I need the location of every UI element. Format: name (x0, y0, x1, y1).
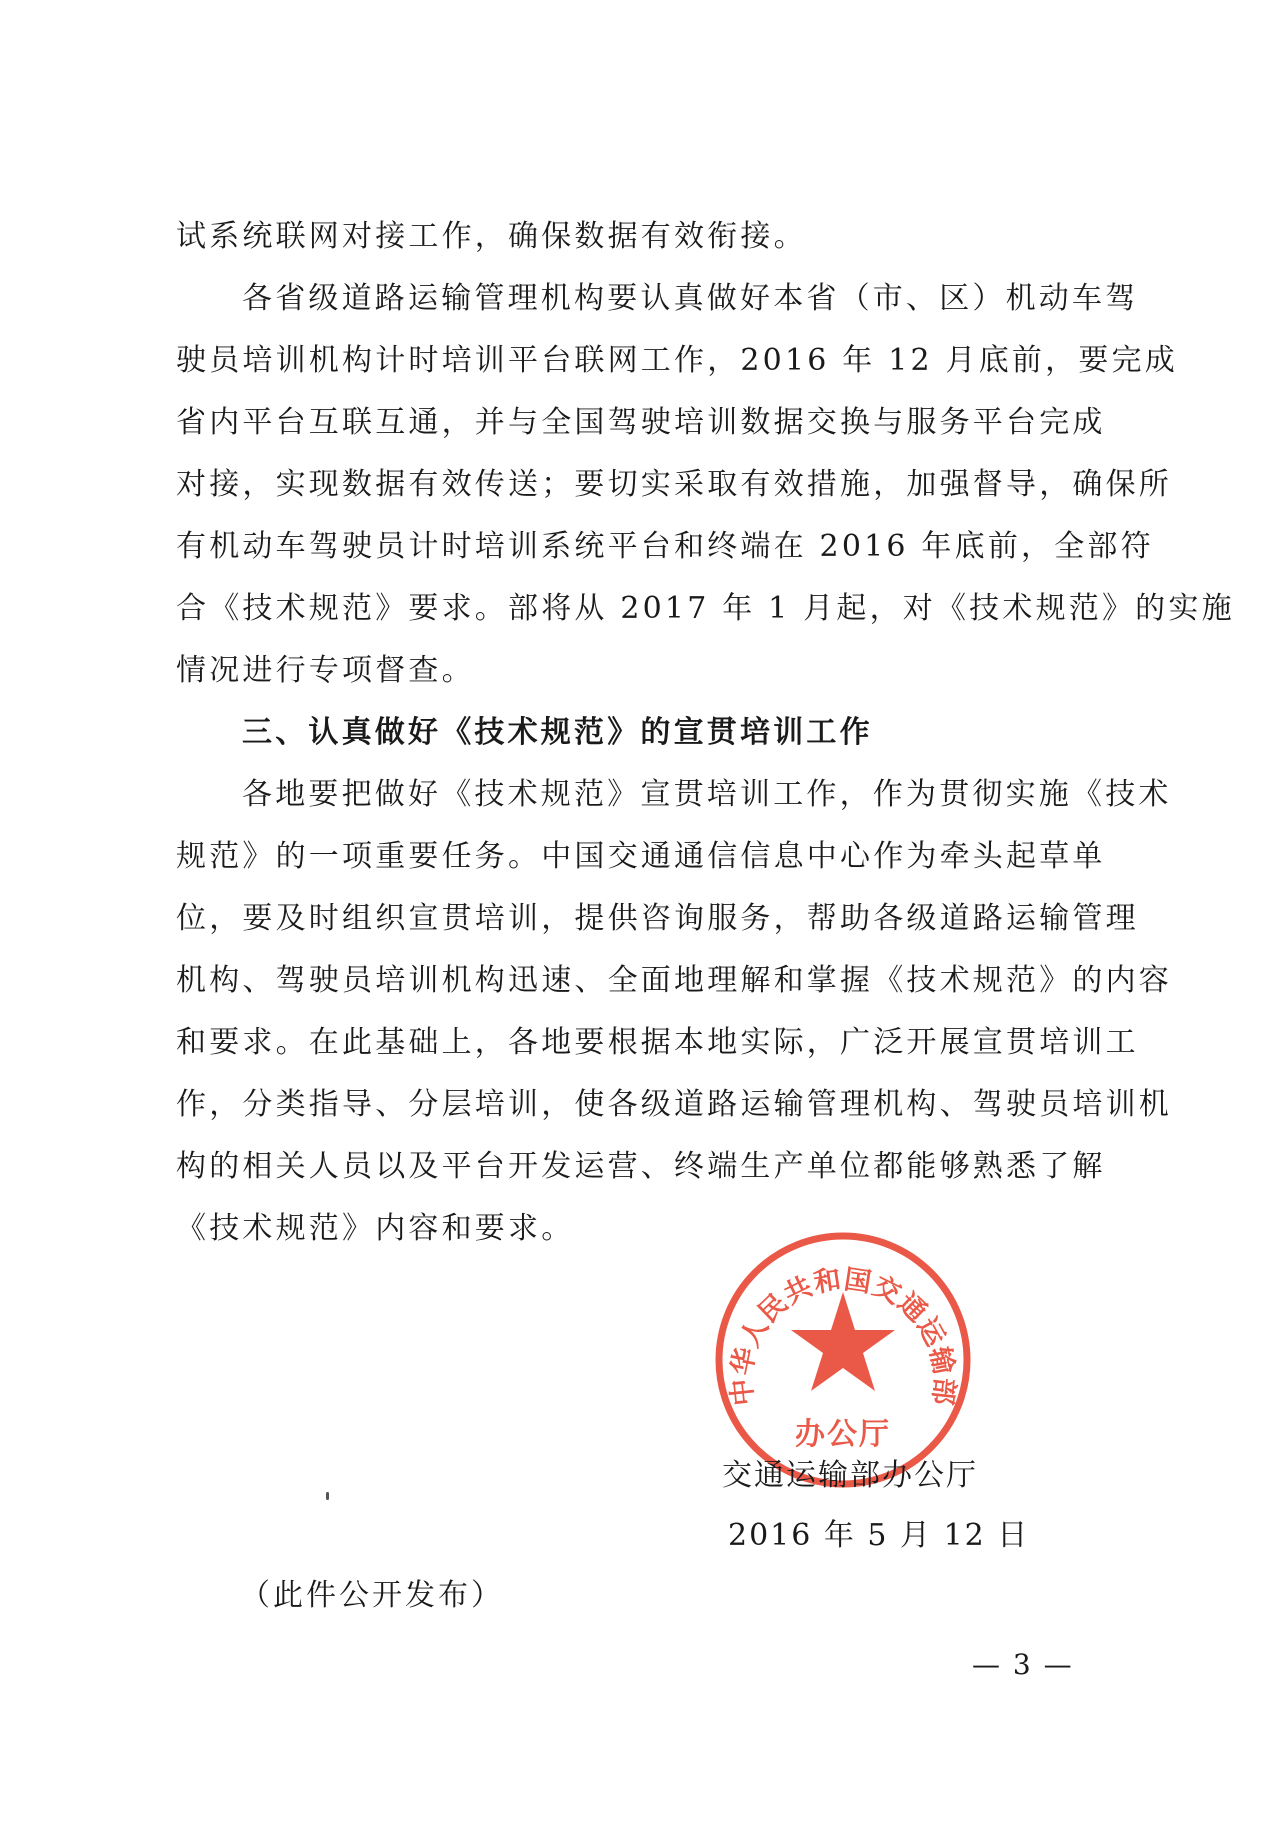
issuer-name: 交通运输部办公厅 (722, 1458, 978, 1493)
body-line: 构的相关人员以及平台开发运营、终端生产单位都能够熟悉了解 (176, 1149, 1106, 1184)
body-line: 试系统联网对接工作，确保数据有效衔接。 (176, 219, 807, 254)
publication-note: （此件公开发布） (240, 1578, 504, 1613)
body-line: 位，要及时组织宣贯培训，提供咨询服务，帮助各级道路运输管理 (176, 901, 1139, 936)
body-line: 合《技术规范》要求。部将从 2017 年 1 月起，对《技术规范》的实施 (176, 591, 1235, 626)
page-number: — 3 — (972, 1648, 1074, 1681)
scan-mark (326, 1492, 329, 1500)
body-line: 情况进行专项督查。 (176, 653, 475, 688)
body-line: 作，分类指导、分层培训，使各级道路运输管理机构、驾驶员培训机 (176, 1087, 1172, 1122)
body-line: 机构、驾驶员培训机构迅速、全面地理解和掌握《技术规范》的内容 (176, 963, 1172, 998)
body-line: 省内平台互联互通，并与全国驾驶培训数据交换与服务平台完成 (176, 405, 1106, 440)
body-line: 规范》的一项重要任务。中国交通通信信息中心作为牵头起草单 (176, 839, 1106, 874)
seal-outer-text: 中华人民共和国交通运输部 (726, 1264, 960, 1408)
body-line: 《技术规范》内容和要求。 (176, 1211, 575, 1246)
body-line: 有机动车驾驶员计时培训系统平台和终端在 2016 年底前，全部符 (176, 529, 1154, 564)
body-line: 驶员培训机构计时培训平台联网工作，2016 年 12 月底前，要完成 (176, 343, 1178, 378)
body-line: 和要求。在此基础上，各地要根据本地实际，广泛开展宣贯培训工 (176, 1025, 1139, 1060)
body-line: 对接，实现数据有效传送；要切实采取有效措施，加强督导，确保所 (176, 467, 1172, 502)
body-line: 各省级道路运输管理机构要认真做好本省（市、区）机动车驾 (242, 281, 1139, 316)
seal-inner-text: 办公厅 (795, 1417, 891, 1452)
issue-date: 2016 年 5 月 12 日 (728, 1518, 1030, 1553)
body-line: 各地要把做好《技术规范》宣贯培训工作，作为贯彻实施《技术 (242, 777, 1172, 812)
star-icon (791, 1292, 895, 1391)
section-heading: 三、认真做好《技术规范》的宣贯培训工作 (242, 715, 873, 750)
body-text (176, 206, 1235, 1260)
